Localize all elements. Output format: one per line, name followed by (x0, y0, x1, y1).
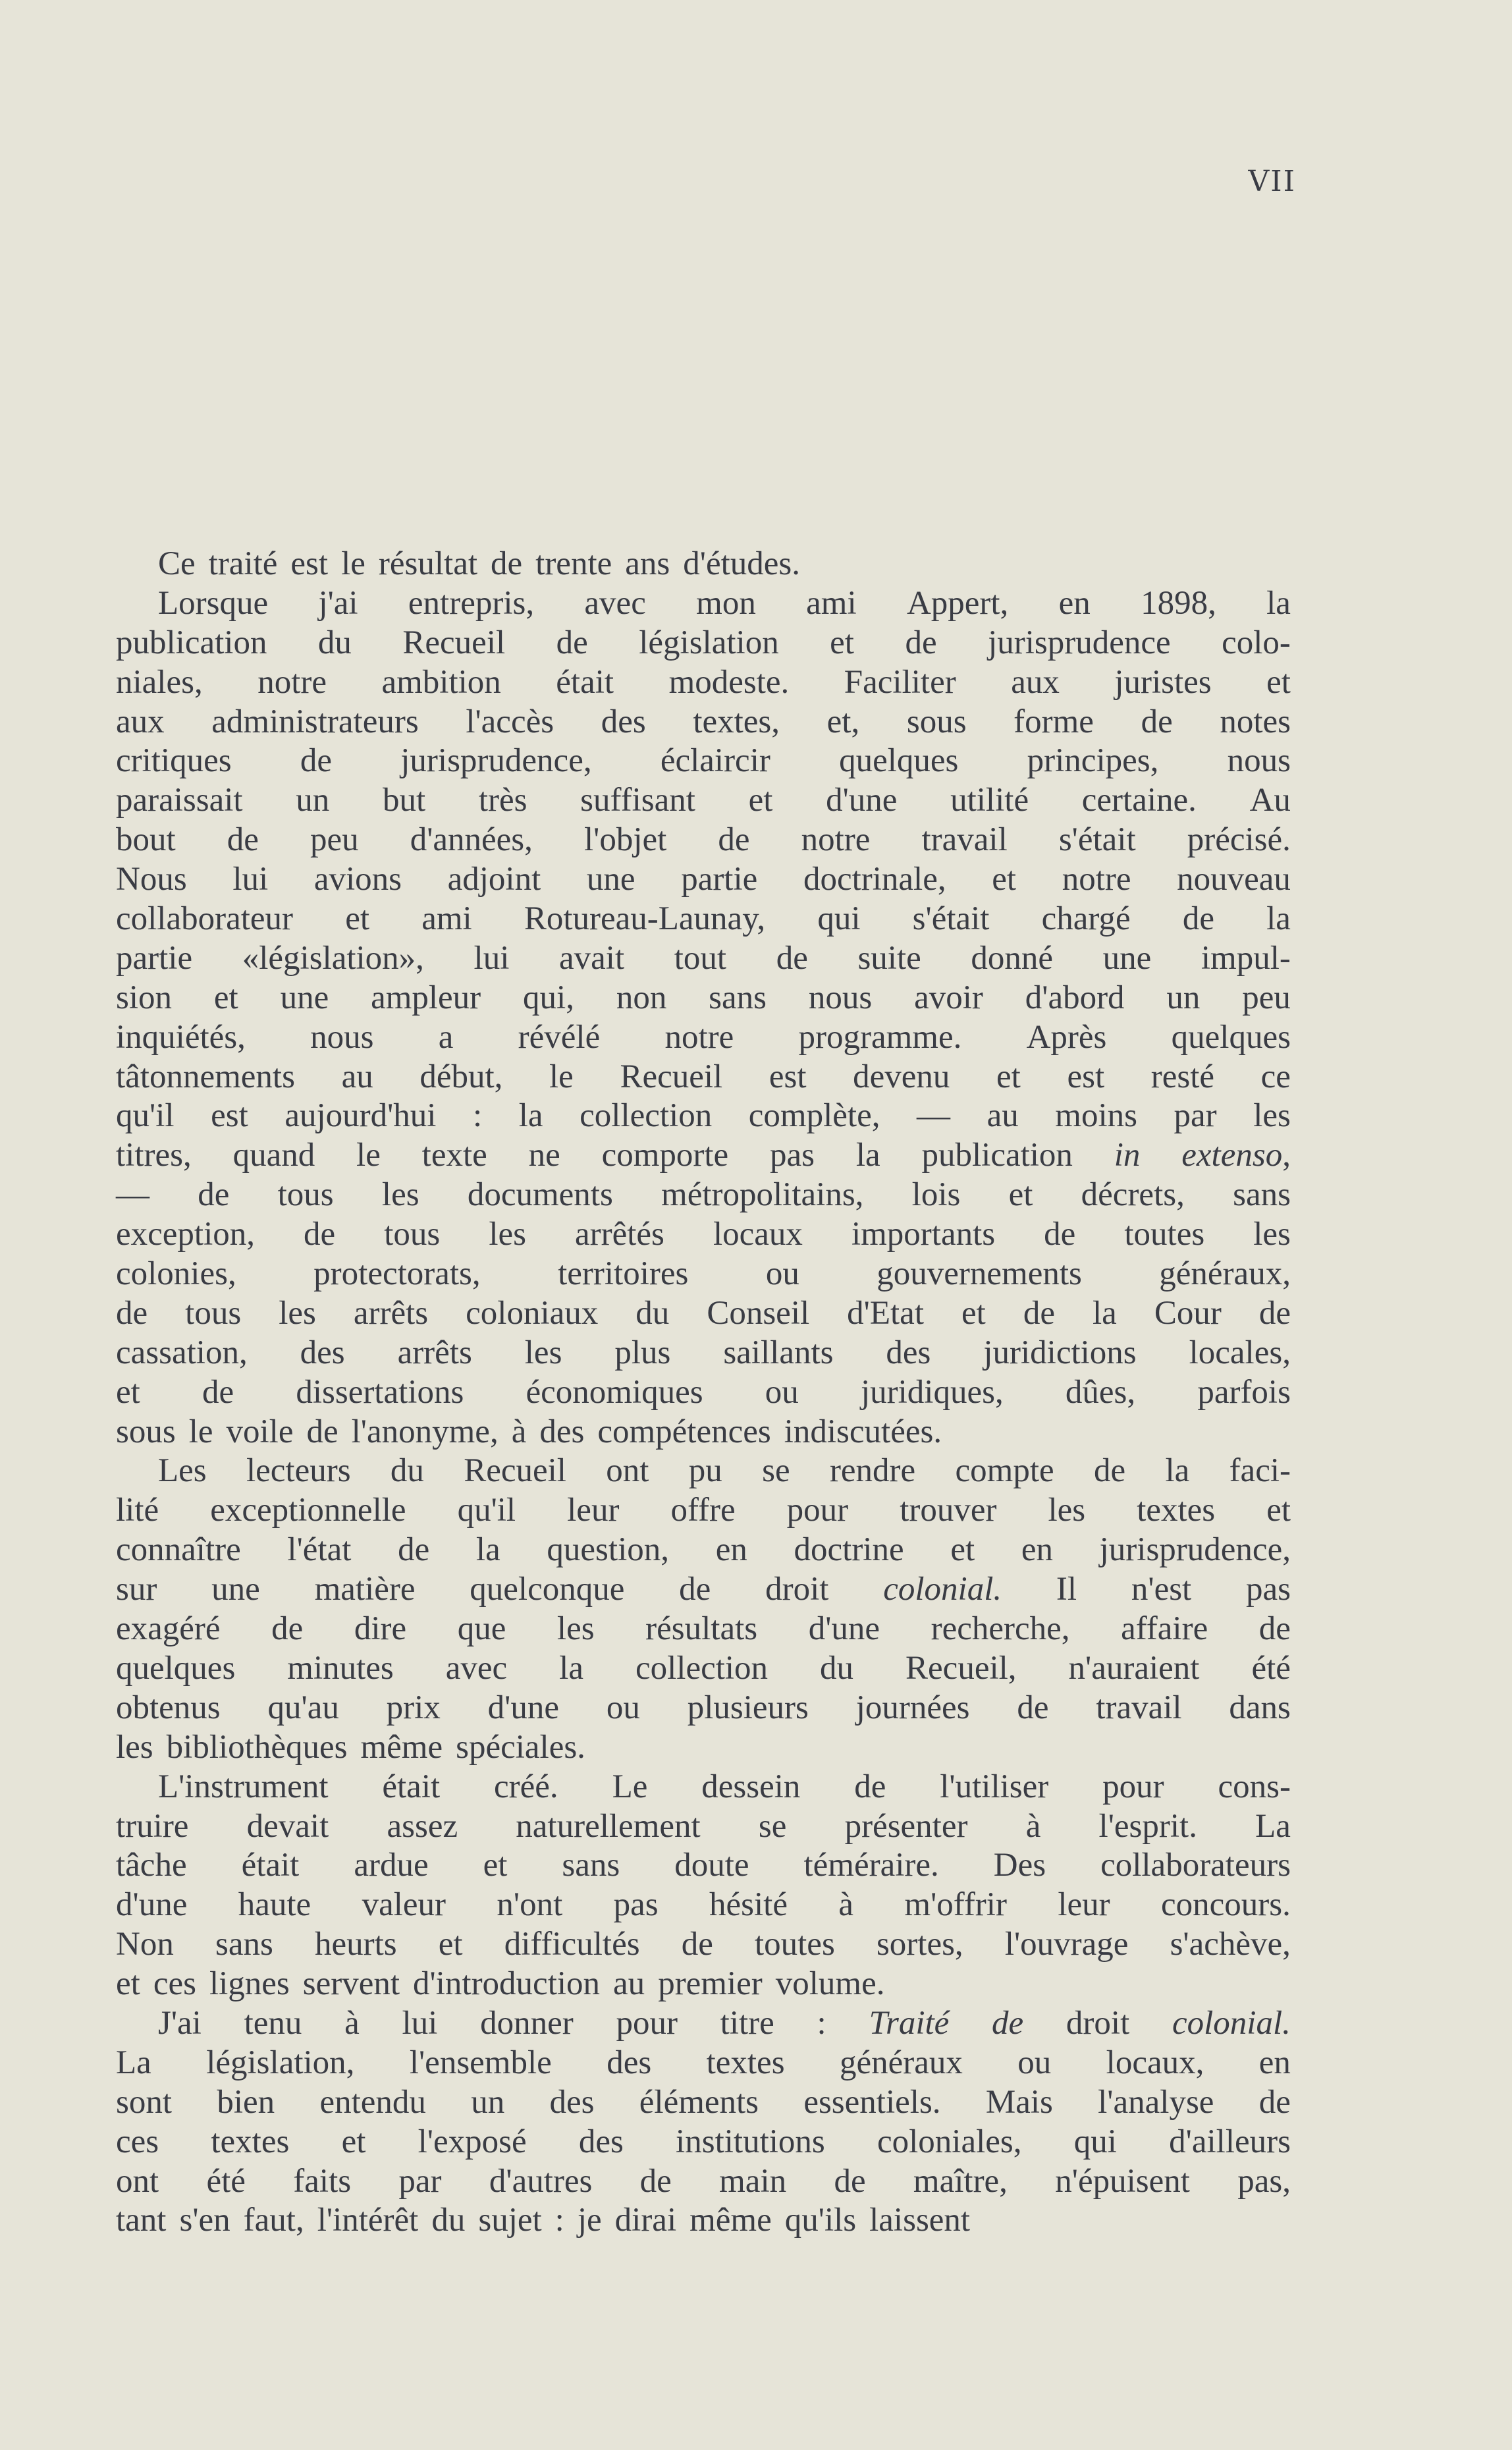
text-line: La législation, l'ensemble des textes généraux ou locaux, en (116, 2044, 1291, 2081)
text-line: Lorsque j'ai entrepris, avec mon ami Appert, en 1898, la (158, 584, 1291, 622)
text-line: tâche était ardue et sans doute téméraire. Des collaborateurs (116, 1847, 1291, 1884)
text-line: publication du Recueil de législation et de jurisprudence colo- (116, 624, 1291, 661)
text-line: et ces lignes servent d'introduction au premier volume. (116, 1965, 885, 2003)
text-line: L'instrument était créé. Le dessein de l'utiliser pour cons- (158, 1768, 1291, 1805)
text-line: colonies, protectorats, territoires ou gouvernements généraux, (116, 1255, 1291, 1293)
text-line: Les lecteurs du Recueil ont pu se rendre compte de la faci- (158, 1452, 1291, 1490)
text-line: tâtonnements au début, le Recueil est devenu et est resté ce (116, 1058, 1291, 1095)
text-line: exception, de tous les arrêtés locaux importants de toutes les (116, 1216, 1291, 1253)
text-line: Nous lui avions adjoint une partie doctrinale, et notre nouveau (116, 861, 1291, 898)
text-line: — de tous les documents métropolitains, lois et décrets, sans (116, 1176, 1291, 1214)
text-line: sont bien entendu un des éléments essentiels. Mais l'analyse de (116, 2083, 1291, 2121)
text-line: Non sans heurts et difficultés de toutes sortes, l'ouvrage s'achève, (116, 1926, 1291, 1963)
text-line: collaborateur et ami Rotureau-Launay, qui s'était chargé de la (116, 900, 1291, 938)
text-line: bout de peu d'années, l'objet de notre travail s'était précisé. (116, 821, 1291, 859)
text-line: exagéré de dire que les résultats d'une recherche, affaire de (116, 1610, 1291, 1648)
page-number: VII (1248, 165, 1296, 198)
text-line: aux administrateurs l'accès des textes, et, sous forme de notes (116, 703, 1291, 740)
body-text (116, 545, 1291, 2241)
text-line: titres, quand le texte ne comporte pas la publication in extenso, (116, 1137, 1291, 1174)
text-line: cassation, des arrêts les plus saillants des juridictions locales, (116, 1334, 1291, 1371)
text-line: d'une haute valeur n'ont pas hésité à m'offrir leur concours. (116, 1886, 1291, 1924)
text-line: critiques de jurisprudence, éclaircir quelques principes, nous (116, 742, 1291, 780)
text-line: et de dissertations économiques ou juridiques, dûes, parfois (116, 1373, 1291, 1411)
text-line: qu'il est aujourd'hui : la collection complète, — au moins par les (116, 1097, 1291, 1135)
text-line: ces textes et l'exposé des institutions coloniales, qui d'ailleurs (116, 2123, 1291, 2160)
text-line: ont été faits par d'autres de main de maître, n'épuisent pas, (116, 2162, 1291, 2200)
text-line: paraissait un but très suffisant et d'une utilité certaine. Au (116, 782, 1291, 819)
text-line: J'ai tenu à lui donner pour titre : Traité de droit colonial. (158, 2004, 1291, 2042)
text-line: niales, notre ambition était modeste. Faciliter aux juristes et (116, 663, 1291, 701)
text-line: truire devait assez naturellement se présenter à l'esprit. La (116, 1807, 1291, 1845)
text-line: connaître l'état de la question, en doctrine et en jurisprudence, (116, 1531, 1291, 1569)
text-line: lité exceptionnelle qu'il leur offre pour trouver les textes et (116, 1492, 1291, 1529)
text-line: partie «législation», lui avait tout de suite donné une impul- (116, 939, 1291, 977)
text-line: sion et une ampleur qui, non sans nous avoir d'abord un peu (116, 979, 1291, 1016)
text-line: les bibliothèques même spéciales. (116, 1728, 585, 1766)
text-line: sous le voile de l'anonyme, à des compétences indiscutées. (116, 1413, 942, 1450)
text-line: obtenus qu'au prix d'une ou plusieurs journées de travail dans (116, 1689, 1291, 1726)
text-line: sur une matière quelconque de droit colonial. Il n'est pas (116, 1571, 1291, 1608)
text-line: quelques minutes avec la collection du Recueil, n'auraient été (116, 1649, 1291, 1687)
text-line: inquiétés, nous a révélé notre programme. Après quelques (116, 1018, 1291, 1056)
text-line: Ce traité est le résultat de trente ans d'études. (158, 545, 800, 582)
text-line: de tous les arrêts coloniaux du Conseil d'Etat et de la Cour de (116, 1294, 1291, 1332)
text-line: tant s'en faut, l'intérêt du sujet : je dirai même qu'ils laissent (116, 2202, 971, 2239)
